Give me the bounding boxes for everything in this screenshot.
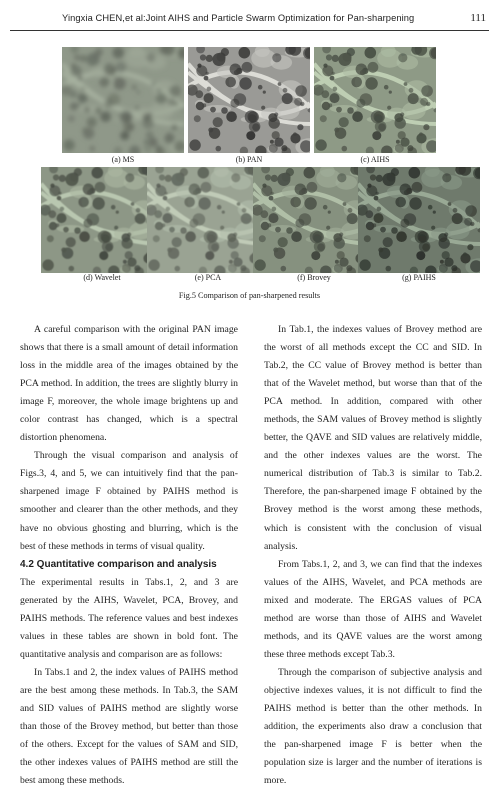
aerial-image	[62, 47, 184, 153]
aerial-image	[188, 47, 310, 153]
paragraph: Through the comparison of subjective analysis and objective indexes values, it is not difficult to find the PAIHS method is better than the other methods. In addition, the experiments also draw a conclusion that the pan-sharpened image F is better when the population size is larger and the number of iterations is more.	[264, 666, 482, 787]
paragraph: In Tabs.1 and 2, the index values of PAIHS method are the best among these methods. In Tab.3, the SAM and SID values of PAIHS method are slightly worse than those of the Brovey method, but better than those of the others. Except for the values of SAM and SID, the other indexes values of PAIHS method are still the best among these methods.	[20, 666, 238, 787]
caption-wavelet: (d) Wavelet	[83, 273, 121, 282]
paragraph: In Tab.1, the indexes values of Brovey method are the worst of all methods except the CC and SID. In Tab.2, the CC value of Brovey method is better than that of the Wavelet method, but worse than that of the PCA method. In addition, compared with other methods, the SAM values of Brovey method is slightly better, the QAVE and SID values are relatively middle, and the other indexes values are the worst. The numerical distribution of Tab.3 is similar to Tab.2. Therefore, the pan-sharpened image F obtained by the Brovey method is the worst among these methods, which is consistent with the conclusion of visual analysis.	[264, 324, 482, 552]
caption-paihs: (g) PAIHS	[402, 273, 436, 282]
panel-aihs	[314, 47, 436, 153]
panel-brovey	[253, 167, 375, 273]
panel-pca	[147, 167, 269, 273]
section-heading: 4.2 Quantitative comparison and analysis	[20, 558, 217, 570]
right-column	[264, 321, 482, 790]
paragraph: Through the visual comparison and analysis of Figs.3, 4, and 5, we can intuitively find that the pan-sharpened image F obtained by PAIHS method is smoother and clearer than the other methods, and they have no obvious ghosting and blurring, which is the best of these methods in terms of visual quality.	[20, 450, 238, 552]
header-title: Yingxia CHEN,et al:Joint AIHS and Particle Swarm Optimization for Pan-sharpening	[62, 13, 415, 23]
panel-pan	[188, 47, 310, 153]
page-number: 111	[470, 12, 486, 24]
caption-ms: (a) MS	[111, 155, 135, 164]
aerial-image	[314, 47, 436, 153]
panel-wavelet	[41, 167, 163, 273]
paragraph: A careful comparison with the original PAN image shows that there is a small amount of detail information loss in the middle area of the images obtained by the PCA method. In addition, the trees are slightly blurry in image F, moreover, the whole image brightens up and color contrast has changed, which is a spectral distortion phenomena.	[20, 324, 238, 444]
figure-caption: Fig.5 Comparison of pan-sharpened results	[178, 291, 321, 300]
panel-ms	[62, 47, 184, 153]
aerial-image	[147, 167, 269, 273]
header-rule	[10, 30, 489, 31]
caption-brovey: (f) Brovey	[297, 273, 331, 282]
caption-pan: (b) PAN	[235, 155, 263, 164]
aerial-image	[253, 167, 375, 273]
panel-paihs	[358, 167, 480, 273]
left-column	[20, 321, 238, 790]
caption-aihs: (c) AIHS	[360, 155, 390, 164]
caption-pca: (e) PCA	[194, 273, 222, 282]
paragraph: From Tabs.1, 2, and 3, we can find that the indexes values of the AIHS, Wavelet, and PCA methods are mixed and moderate. The ERGAS values of PCA method are worse than those of AIHS and Wavelet methods, and its QAVE values are the worst among these three methods except Tab.3.	[264, 558, 482, 660]
aerial-image	[358, 167, 480, 273]
paragraph: The experimental results in Tabs.1, 2, and 3 are generated by the AIHS, Wavelet, PCA, Brovey, and PAIHS methods. The reference values and best indexes values in these tables are shown in bold font. The quantitative analysis and comparison are as follows:	[20, 576, 238, 660]
aerial-image	[41, 167, 163, 273]
